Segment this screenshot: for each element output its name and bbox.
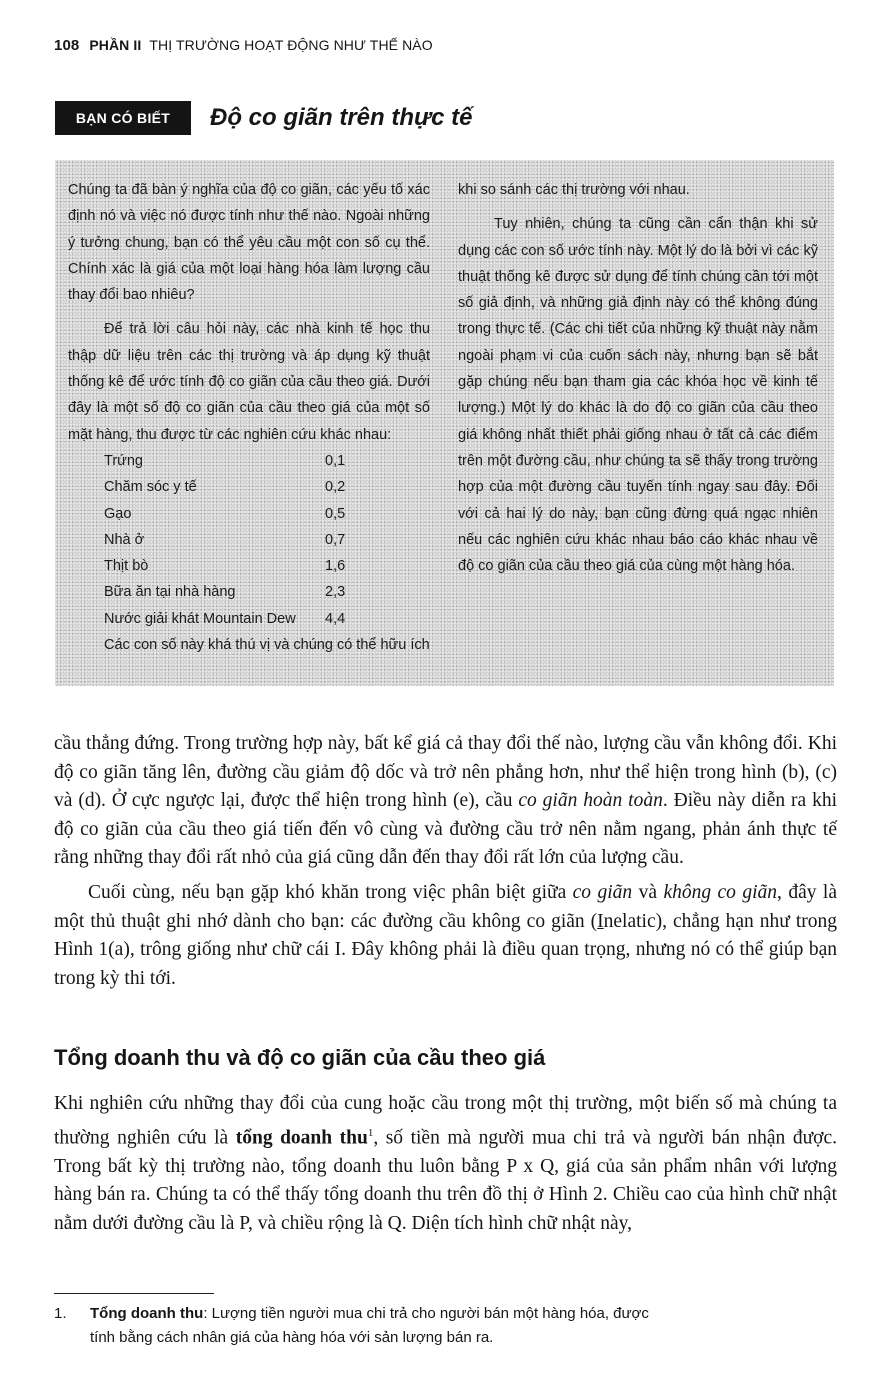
text-run: . Điều này diễn ra khi độ co giãn của cầu theo giá tiến đến vô cùng và đường cầu trở nên nằm ngang, phản ánh thực tế rằng những thay đổi rất nhỏ của giá cũng dẫn đến thay đổi rất lớn của lượng cầu. <box>54 790 837 869</box>
table-row <box>104 501 345 527</box>
chapter-title: THỊ TRƯỜNG HOẠT ĐỘNG NHƯ THẾ NÀO <box>149 37 433 53</box>
footnote-number: 1. <box>54 1305 67 1322</box>
table-cell-item: Bữa ăn tại nhà hàng <box>104 584 236 601</box>
table-cell-value: 0,7 <box>325 531 346 548</box>
text-run: cầu thẳng đứng. Trong trường hợp này, bất kể giá cả thay đổi thế nào, lượng cầu vẫn không đổi. Khi độ co giãn tăng lên, đường cầu giảm độ dốc và trở nên phẳng hơn, như thể hiện trong hình (b), (c) và (d). Ở cực ngược lại, được thể hiện trong hình (e), cầu <box>54 733 837 812</box>
text-run: nelatic), chẳng hạn như trong Hình 1(a), trông giống như chữ cái I. Đây không phải là điều quan trọng, nhưng nó có thể giúp bạn trong kỳ thi tới. <box>54 910 837 989</box>
footnote-divider <box>54 1293 214 1294</box>
table-cell-value: 0,5 <box>325 505 346 522</box>
elasticity-table <box>104 448 345 632</box>
table-cell-value: 4,4 <box>325 610 346 627</box>
part-label: PHẦN II <box>89 37 142 53</box>
table-row <box>104 606 345 632</box>
footnote-ref[interactable]: 1 <box>367 1126 374 1139</box>
body-paragraph <box>54 1090 837 1238</box>
text-run: , số tiền mà người mua chi trả và người bán nhận được. Trong bất kỳ thị trường nào, tổng doanh thu luôn bằng P x Q, giá của sản phẩm nhân với lượng hàng bán ra. Chúng ta có thể thấy tổng doanh thu trên đồ thị ở Hình 2. Chiều cao của hình chữ nhật nằm dưới đường cầu là P, và chiều rộng là Q. Diện tích hình chữ nhật này, <box>54 1127 837 1234</box>
table-cell-value: 0,1 <box>325 452 346 469</box>
key-term: tổng doanh thu <box>235 1127 368 1149</box>
footnote-text: : Lượng tiền người mua chi trả cho người bán một hàng hóa, được <box>203 1305 649 1322</box>
sidebar-left-column <box>68 177 430 658</box>
running-header <box>54 37 433 54</box>
table-row <box>104 474 345 500</box>
table-cell-item: Gạo <box>104 505 132 522</box>
sidebar-paragraph: Tuy nhiên, chúng ta cũng cần cẩn thận khi sử dụng các con số ước tính này. Một lý do là bởi vì các kỹ thuật thống kê được sử dụng để tính chúng cần tới một số giả định, và những giả định này có thể không đúng trong thực tế. (Các chi tiết của những kỹ thuật này nằm ngoài phạm vi của cuốn sách này, nhưng bạn sẽ bắt gặp chúng nếu bạn tham gia các khóa học về kinh tế lượng.) Một lý do khác là do độ co giãn của cầu theo giá không nhất thiết phải giống nhau ở tất cả các điểm trên một đường cầu, như chúng ta sẽ thấy trong trường hợp của một đường cầu tuyến tính ngay sau đây. Đối với cả hai lý do này, bạn cũng đừng quá ngạc nhiên nếu các nghiên cứu khác nhau báo cáo khác nhau về độ co giãn của cầu theo giá của cùng một hàng hóa. <box>458 216 818 575</box>
sidebar-title: Độ co giãn trên thực tế <box>210 104 473 131</box>
emphasis: không co giãn <box>663 881 778 903</box>
table-row <box>104 553 345 579</box>
footnote-term: Tổng doanh thu <box>90 1305 204 1322</box>
table-cell-value: 2,3 <box>325 584 346 601</box>
table-cell-value: 0,2 <box>325 479 346 496</box>
sidebar-paragraph: Các con số này khá thú vị và chúng có thể hữu ích <box>104 637 430 654</box>
table-cell-value: 1,6 <box>325 558 346 575</box>
table-cell-item: Thịt bò <box>104 558 149 575</box>
sidebar-paragraph: Chúng ta đã bàn ý nghĩa của độ co giãn, các yếu tố xác định nó và việc nó được tính như thế nào. Ngoài những ý tưởng chung, bạn có thể yêu cầu một con số cụ thể. Chính xác là giá của một loại hàng hóa làm lượng cầu thay đổi bao nhiêu? <box>68 182 430 304</box>
text-run: Cuối cùng, nếu bạn gặp khó khăn trong việc phân biệt giữa <box>88 881 573 903</box>
table-row <box>104 579 345 605</box>
sidebar-paragraph: Để trả lời câu hỏi này, các nhà kinh tế học thu thập dữ liệu trên các thị trường và áp dụng kỹ thuật thống kê để ước tính độ co giãn của cầu theo giá. Dưới đây là một số độ co giãn của cầu theo giá của một số mặt hàng, thu được từ các nghiên cứu khác nhau: <box>68 321 430 443</box>
sidebar-tag: BẠN CÓ BIẾT <box>55 101 191 135</box>
table-cell-item: Nước giải khát Mountain Dew <box>104 610 296 627</box>
sidebar-right-column <box>458 177 818 579</box>
underlined-letter: I <box>597 910 604 932</box>
table-row <box>104 527 345 553</box>
body-paragraph <box>54 730 837 873</box>
sidebar-paragraph: khi so sánh các thị trường với nhau. <box>458 182 690 198</box>
page-number: 108 <box>54 37 80 54</box>
footnote-text: tính bằng cách nhân giá của hàng hóa với sản lượng bán ra. <box>90 1329 494 1346</box>
table-cell-item: Chăm sóc y tế <box>104 479 197 496</box>
emphasis: co giãn hoàn toàn <box>518 790 663 812</box>
section-heading: Tổng doanh thu và độ co giãn của cầu theo giá <box>54 1045 546 1070</box>
table-row <box>104 448 345 474</box>
emphasis: co giãn <box>572 881 633 903</box>
body-paragraph <box>54 879 837 993</box>
text-run: , đây là một thủ thuật ghi nhớ dành cho bạn: các đường cầu không co giãn ( <box>54 881 837 932</box>
text-run: và <box>632 881 664 903</box>
table-cell-item: Nhà ở <box>104 531 145 548</box>
text-run: Khi nghiên cứu những thay đổi của cung hoặc cầu trong một thị trường, một biến số mà chúng ta thường nghiên cứu là <box>54 1093 837 1149</box>
table-cell-item: Trứng <box>104 452 143 469</box>
body-text <box>54 730 837 993</box>
body-text <box>54 1090 837 1238</box>
footnote <box>54 1302 844 1350</box>
